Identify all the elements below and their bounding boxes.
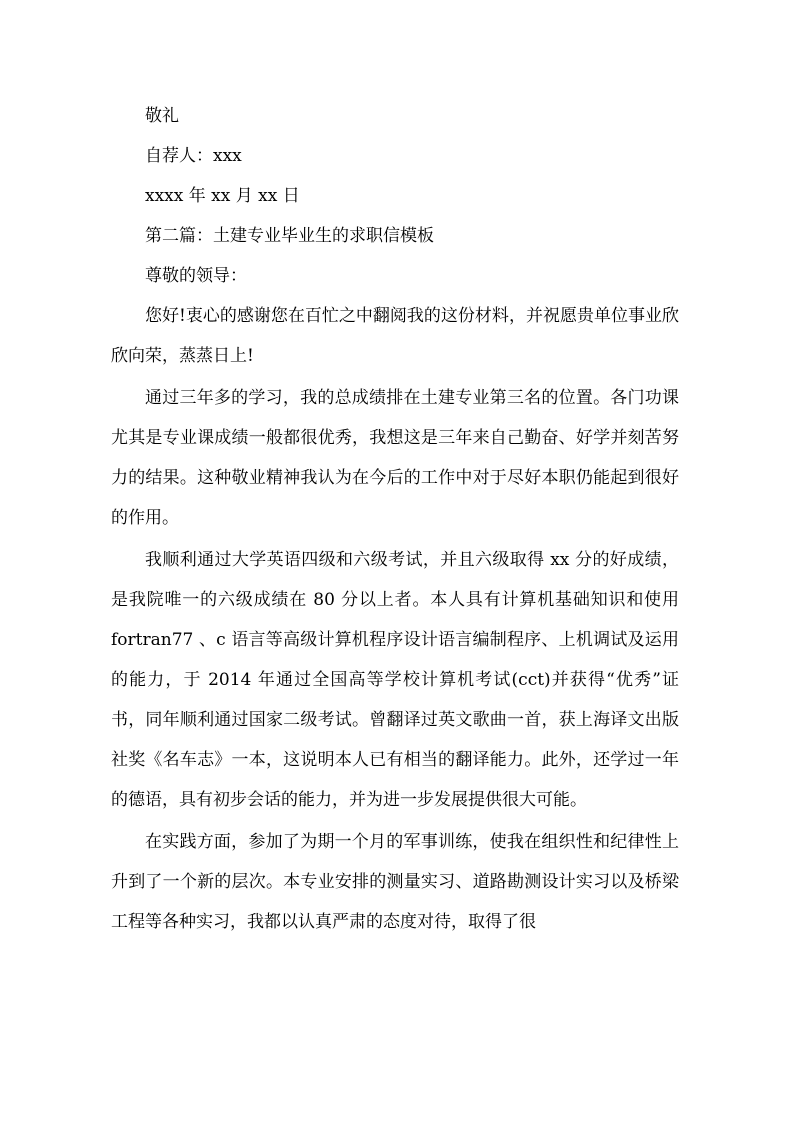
letter-body <box>111 96 679 942</box>
section-title: 第二篇：土建专业毕业生的求职信模板 <box>145 226 434 246</box>
paragraph-academics: 通过三年多的学习，我的总成绩排在土建专业第三名的位置。各门功课尤其是专业课成绩一般都很优秀，我想这是三年来自己勤奋、好学并刻苦努力的结果。这种敬业精神我认为在今后的工作中对于尽好本职仍能起到很好的作用。 <box>111 388 679 528</box>
signature-line: 自荐人：xxx <box>145 146 242 166</box>
closing-line: 敬礼 <box>145 106 179 126</box>
paragraph-practice: 在实践方面，参加了为期一个月的军事训练，使我在组织性和纪律性上升到了一个新的层次。本专业安排的测量实习、道路勘测设计实习以及桥梁工程等各种实习，我都以认真严肃的态度对待，取得了很 <box>111 832 679 932</box>
paragraph-skills: 我顺利通过大学英语四级和六级考试，并且六级取得 xx 分的好成绩，是我院唯一的六级成绩在 80 分以上者。本人具有计算机基础知识和使用 fortran77 、c 语言等高级计算机程序设计语言编制程序、上机调试及运用的能力，于 2014 年通过全国高等学校计算机考试(cct)并获得“优秀”证书，同年顺利通过国家二级考试。曾翻译过英文歌曲一首，获上海译文出版社奖《名车志》一本，这说明本人已有相当的翻译能力。此外，还学过一年的德语，具有初步会话的能力，并为进一步发展提供很大可能。 <box>111 550 679 810</box>
salutation-line: 尊敬的领导： <box>145 266 247 286</box>
date-line: xxxx 年 xx 月 xx 日 <box>145 186 300 206</box>
paragraph-greeting: 您好!衷心的感谢您在百忙之中翻阅我的这份材料，并祝愿贵单位事业欣欣向荣，蒸蒸日上! <box>111 306 679 366</box>
